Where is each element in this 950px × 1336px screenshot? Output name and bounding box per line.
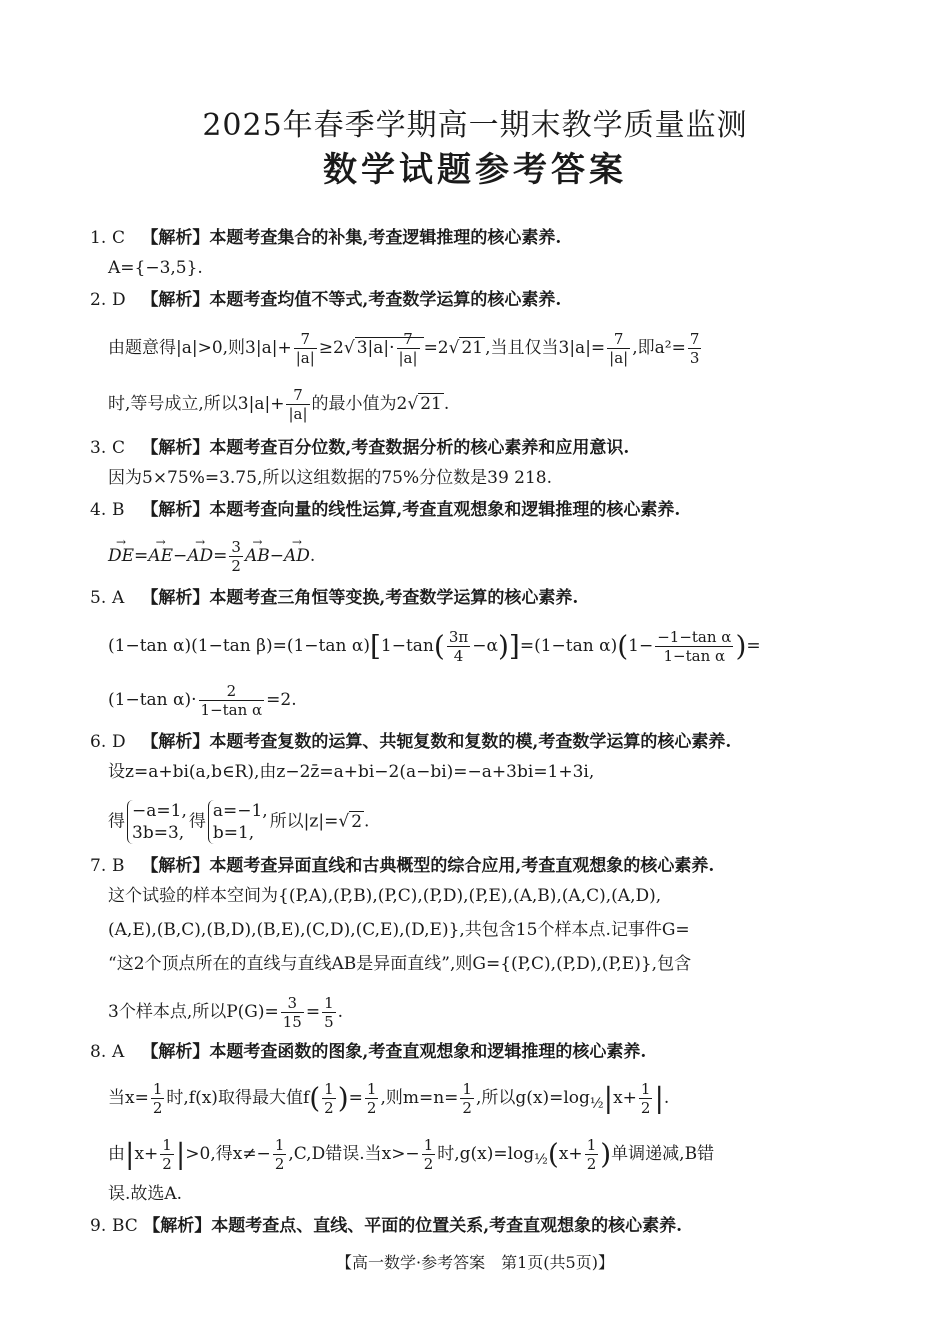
item-1-line: A={−3,5}. [108, 258, 203, 278]
page-title: 2025年春季学期高一期末教学质量监测 [202, 108, 748, 143]
item-2-line-2: 时,等号成立,所以3|a|+ $\frac{7}{|a|}$ 的最小值为2√ 21 . [108, 386, 450, 423]
item-5-line-2: (1−tan α)· $\frac{2}{\text{1−tan α}}$ =2. [108, 682, 297, 719]
item-7-line-2: (A,E),(B,C),(B,D),(B,E),(C,D),(C,E),(D,E)},共包含15个样本点.记事件G= [108, 920, 690, 940]
item-4-line: → DE=→ AE−→ AD= $\frac{3}{2}$ → AB−→ AD. [108, 538, 315, 575]
page-subtitle: 数学试题参考答案 [323, 150, 627, 190]
item-3-line: 因为5×75%=3.75,所以这组数据的75%分位数是39 218. [108, 468, 553, 488]
item-4-heading: 4. B 【解析】本题考查向量的线性运算,考查直观想象和逻辑推理的核心素养. [90, 500, 681, 520]
item-6-heading: 6. D 【解析】本题考查复数的运算、共轭复数和复数的模,考查数学运算的核心素养. [90, 732, 732, 752]
item-5-line-1: (1−tan α)(1−tan β)=(1−tan α)[1−tan( $\frac{3\pi}{4}$ −α)]=(1−tan α)(1− $\frac{\text{−1−tan α}}{\text{1−tan α}}$ )= [108, 628, 761, 665]
item-6-line-2: 得 −a=1, 3b=3, 得 a=−1, b=1, 所以|z|=√ 2 . [108, 801, 370, 843]
item-7-line-3: “这2个顶点所在的直线与直线AB是异面直线”,则G={(P,C),(P,D),(P,E)},包含 [108, 954, 692, 974]
item-8-heading: 8. A 【解析】本题考查函数的图象,考查直观想象和逻辑推理的核心素养. [90, 1042, 647, 1062]
item-7-line-4: 3个样本点,所以P(G)= $\frac{3}{15}$ = $\frac{1}{5}$ . [108, 994, 344, 1031]
item-2-line-1: 由题意得|a|>0,则3|a|+ $\frac{7}{|a|}$ ≥2√ 3|a|· $\frac{7}{|a|}$ =2√ 21 ,当且仅当3|a|= $\frac{7}{|a|}$ ,即a²= $\frac{7}{3}$ [108, 330, 700, 367]
item-7-heading: 7. B 【解析】本题考查异面直线和古典概型的综合应用,考查直观想象的核心素养. [90, 856, 715, 876]
item-1-heading: 1. C 【解析】本题考查集合的补集,考查逻辑推理的核心素养. [90, 228, 562, 248]
item-9-heading: 9. BC 【解析】本题考查点、直线、平面的位置关系,考查直观想象的核心素养. [90, 1216, 683, 1236]
item-3-heading: 3. C 【解析】本题考查百分位数,考查数据分析的核心素养和应用意识. [90, 438, 630, 458]
item-8-line-2: 由|x+ $\frac{1}{2}$ |>0,得x≠− $\frac{1}{2}$ ,C,D错误.当x>− $\frac{1}{2}$ 时$,g(x)=\log_{\frac{1}{2}}(x+$ $\frac{1}{2}$ )单调递减,B错 [108, 1136, 715, 1173]
item-8-line-3: 误.故选A. [108, 1184, 183, 1204]
item-6-line-1: 设z=a+bi(a,b∈R),由z−2z̄=a+bi−2(a−bi)=−a+3bi=1+3i, [108, 762, 595, 782]
item-7-line-1: 这个试验的样本空间为{(P,A),(P,B),(P,C),(P,D),(P,E),(A,B),(A,C),(A,D), [108, 886, 662, 906]
item-5-heading: 5. A 【解析】本题考查三角恒等变换,考查数学运算的核心素养. [90, 588, 579, 608]
item-2-heading: 2. D 【解析】本题考查均值不等式,考查数学运算的核心素养. [90, 290, 562, 310]
item-8-line-1: 当x= $\frac{1}{2}$ 时,f(x)取得最大值f( $\frac{1}{2}$ )= $\frac{1}{2}$ ,则m=n= $\frac{1}{2}$ ,所以$g(x)=\log_{\frac{1}{2}}|x+$ $\frac{1}{2}$ |. [108, 1080, 670, 1117]
page-footer: 【高一数学·参考答案 第1页(共5页)】 [336, 1253, 614, 1272]
